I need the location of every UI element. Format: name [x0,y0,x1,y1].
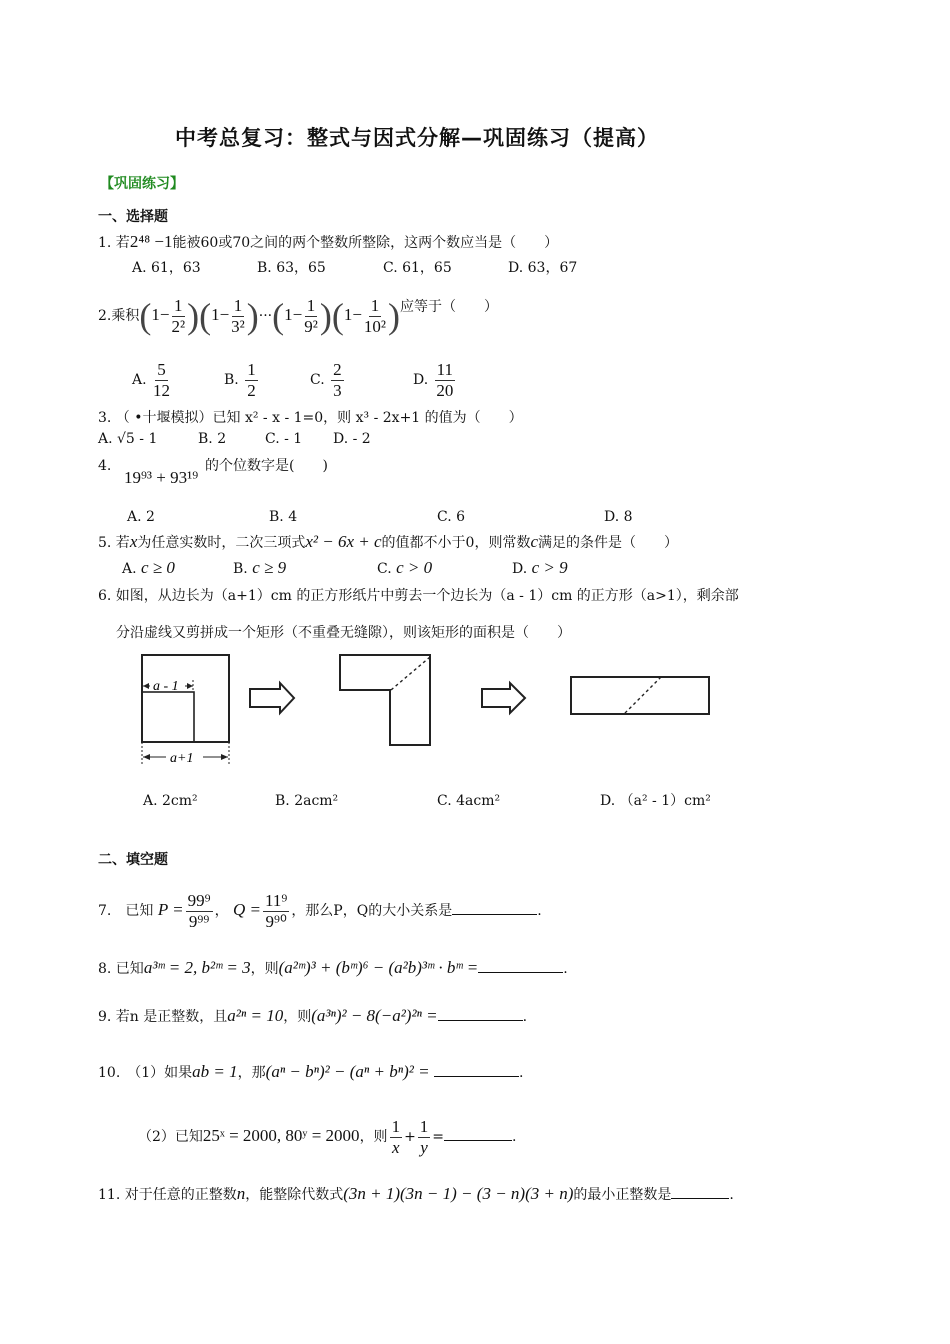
q8-answer-blank[interactable] [478,958,563,973]
question-9: 9. 若n 是正整数，且a²ⁿ = 10，则(a³ⁿ)² − 8(−a²)²ⁿ = . [98,1006,528,1025]
small-square [142,692,194,742]
q4-option-d: D. 8 [604,509,633,525]
question-5: 5. 若x为任意实数时，二次三项式x² − 6x + c的值都不小于0，则常数c满足的条件是（ ） [98,532,679,551]
q1-formula: 2⁴⁸ −1 [129,232,173,251]
q6-option-d: D. （a² - 1）cm² [600,793,711,809]
q1-option-c: C. 61，65 [383,260,452,276]
q5-option-d: D. c > 9 [512,558,568,577]
label-a-plus-1: a+1 [170,751,194,766]
q6-option-a: A. 2cm² [143,793,198,809]
question-11: 11. 对于任意的正整数n，能整除代数式(3n + 1)(3n − 1) − (3 − n)(3 + n)的最小正整数是 . [98,1184,734,1203]
q2-prefix: 2.乘积 [98,308,140,324]
q4-option-a: A. 2 [127,509,155,525]
page-title: 中考总复习：整式与因式分解—巩固练习（提高） [175,126,659,150]
q5-option-a: A. c ≥ 0 [122,558,175,577]
q2-option-c: C. $\frac{2}{3}$ [310,359,342,400]
q2-option-a: A. $\frac{5}{12}$ [132,359,171,400]
q2-text: 应等于（ ） [400,299,499,315]
q3-option-c: C. - 1 [265,431,303,447]
question-6-line-1: 6. 如图，从边长为（a+1）cm 的正方形纸片中剪去一个边长为（a - 1）cm 的正方形（a>1），剩余部 [98,588,739,604]
q3-option-a: A. √5 - 1 [98,431,158,447]
q1-option-a: A. 61，63 [132,260,201,276]
question-10-part-1: 10. （1）如果ab = 1，那(aⁿ − bⁿ)² − (aⁿ + bⁿ)² = . [98,1062,524,1081]
q6-option-c: C. 4acm² [437,793,501,809]
q6-option-b: B. 2acm² [275,793,339,809]
q5-option-c: C. c > 0 [377,558,433,577]
q4-formula: 19⁹³ + 93¹⁹ [124,468,199,487]
l-shape [340,655,430,745]
q1-option-b: B. 63，65 [257,260,326,276]
question-8: 8. 已知a³ᵐ = 2, b²ᵐ = 3，则(a²ᵐ)³ + (bᵐ)⁶ − (a²b)³ᵐ · bᵐ = . [98,958,568,977]
question-7: 7. 已知 P = $\frac{\text{99⁹}}{\text{9⁹⁹}}$ ， Q = $\frac{\text{11⁹}}{\text{9⁹⁰}}$ ，那么P，Q的大小关系是 . [98,890,542,931]
q2-factor-3: $\frac{1}{\text{9²}}$ [304,295,318,336]
q7-answer-blank[interactable] [452,900,537,915]
section-heading-fill: 二、填空题 [98,852,168,868]
question-6-line-2: 分沿虚线又剪拼成一个矩形（不重叠无缝隙），则该矩形的面积是（ ） [116,625,571,641]
arrow-right-1 [250,683,294,713]
q1-option-d: D. 63，67 [508,260,578,276]
q9-answer-blank[interactable] [438,1006,523,1021]
q2-option-d: D. $\frac{11}{20}$ [413,359,454,400]
q2-factor-1: $\frac{1}{\text{2²}}$ [171,295,186,336]
q3-option-d: D. - 2 [333,431,371,447]
q1-text: 能被60或70之间的两个整数所整除，这两个数应当是（ ） [172,235,559,251]
q2-option-b: B. $\frac{1}{2}$ [224,359,256,400]
q1-prefix: 1. 若 [98,235,130,251]
q4-option-c: C. 6 [437,509,466,525]
q4-text: 的个位数字是( ) [205,458,328,474]
section-tag: 【巩固练习】 [100,176,184,192]
q2-factor-4: $\frac{1}{\text{10²}}$ [363,295,387,336]
q2-factor-2: $\frac{1}{\text{3²}}$ [231,295,245,336]
q3-option-b: B. 2 [198,431,227,447]
q4-option-b: B. 4 [269,509,298,525]
q11-answer-blank[interactable] [671,1184,729,1199]
question-10-part-2: （2）已知25ˣ = 2000, 80ʸ = 2000，则 $\frac{1}{x}$ + $\frac{1}{y}$ = . [138,1116,517,1157]
section-heading-choice: 一、选择题 [98,209,168,225]
q10-2-answer-blank[interactable] [444,1126,512,1141]
question-4: 4. [98,458,112,474]
arrow-right-2 [482,683,525,713]
label-a-minus-1: a - 1 [153,679,179,694]
q10-1-answer-blank[interactable] [434,1062,519,1077]
result-rectangle [571,677,709,714]
big-square [142,655,229,742]
question-2: 2.乘积(1− $\frac{1}{\text{2²}}$ )(1− $\frac{1}{\text{3²}}$ )···(1− $\frac{1}{\text{9²}}$ )(1− $\frac{1}{\text{10²}}$ )应等于（ ） [98,295,499,336]
question-3: 3. （ •十堰模拟）已知 x² - x - 1=0，则 x³ - 2x+1 的值为（ ） [98,410,523,426]
q5-option-b: B. c ≥ 9 [233,558,287,577]
